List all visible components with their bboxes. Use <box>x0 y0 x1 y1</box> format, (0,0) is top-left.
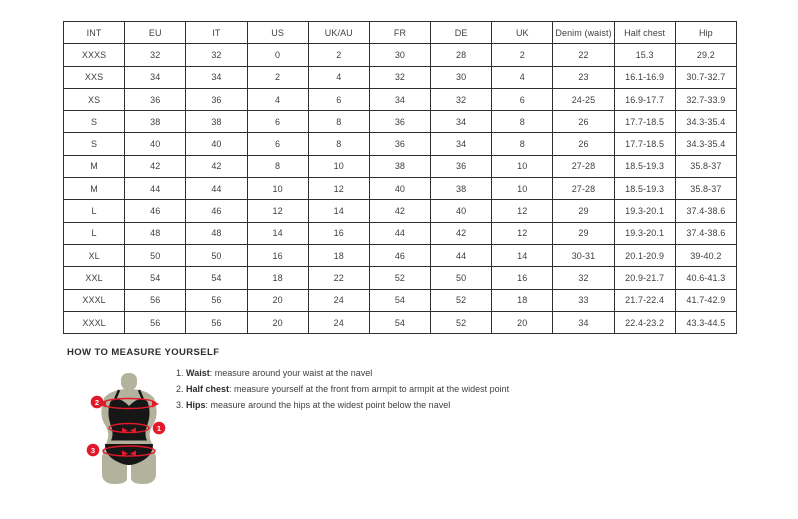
waist-marker-number: 1 <box>156 423 162 433</box>
column-header: IT <box>186 22 247 44</box>
instruction-item <box>176 385 509 394</box>
table-cell: 6 <box>492 88 553 110</box>
size-table-body <box>64 44 737 334</box>
instruction-label: Waist <box>186 368 210 378</box>
table-cell: 27-28 <box>553 155 614 177</box>
table-row <box>64 44 737 66</box>
table-cell: 46 <box>125 200 186 222</box>
table-cell: 23 <box>553 66 614 88</box>
table-cell: XXXL <box>64 311 125 333</box>
mannequin-neck <box>121 373 137 390</box>
table-cell: 50 <box>186 244 247 266</box>
table-cell: 44 <box>186 178 247 200</box>
table-cell: 18.5-19.3 <box>614 178 675 200</box>
table-cell: 22 <box>308 267 369 289</box>
table-cell: 18.5-19.3 <box>614 155 675 177</box>
table-cell: 18 <box>247 267 308 289</box>
table-cell: XXS <box>64 66 125 88</box>
table-cell: M <box>64 155 125 177</box>
table-cell: 27-28 <box>553 178 614 200</box>
column-header: FR <box>369 22 430 44</box>
table-cell: 42 <box>431 222 492 244</box>
table-cell: 34 <box>369 88 430 110</box>
table-cell: 44 <box>431 244 492 266</box>
table-row <box>64 155 737 177</box>
instruction-number: 2. <box>176 383 184 394</box>
table-cell: 54 <box>369 289 430 311</box>
table-cell: 36 <box>186 88 247 110</box>
table-cell: 17.7-18.5 <box>614 133 675 155</box>
table-cell: 26 <box>553 133 614 155</box>
table-cell: XXXS <box>64 44 125 66</box>
table-cell: 32 <box>553 267 614 289</box>
table-cell: 38 <box>369 155 430 177</box>
column-header: UK <box>492 22 553 44</box>
table-cell: 34 <box>186 66 247 88</box>
table-cell: 6 <box>247 133 308 155</box>
instruction-item <box>176 401 509 410</box>
table-cell: 44 <box>369 222 430 244</box>
table-cell: 35.8-37 <box>675 155 736 177</box>
table-cell: 21.7-22.4 <box>614 289 675 311</box>
table-cell: 18 <box>308 244 369 266</box>
table-cell: 14 <box>492 244 553 266</box>
table-cell: 37.4-38.6 <box>675 222 736 244</box>
table-cell: 8 <box>492 111 553 133</box>
table-cell: 52 <box>431 289 492 311</box>
table-cell: 42 <box>369 200 430 222</box>
table-cell: 6 <box>308 88 369 110</box>
table-cell: 34.3-35.4 <box>675 133 736 155</box>
table-cell: 2 <box>308 44 369 66</box>
table-cell: 29 <box>553 200 614 222</box>
measurement-figure-illustration <box>78 372 182 490</box>
table-cell: 20 <box>247 311 308 333</box>
table-cell: 6 <box>247 111 308 133</box>
table-cell: 8 <box>308 111 369 133</box>
instruction-text: : measure around the hips at the widest point below the navel <box>205 399 451 410</box>
instruction-text: : measure around your waist at the navel <box>209 368 373 378</box>
table-cell: 34 <box>431 133 492 155</box>
table-cell: 20.1-20.9 <box>614 244 675 266</box>
table-row <box>64 200 737 222</box>
table-cell: 17.7-18.5 <box>614 111 675 133</box>
table-cell: S <box>64 111 125 133</box>
table-cell: 20 <box>247 289 308 311</box>
table-cell: 8 <box>247 155 308 177</box>
instruction-label: Hips <box>186 399 206 410</box>
table-cell: 40 <box>431 200 492 222</box>
table-cell: 29 <box>553 222 614 244</box>
table-cell: 12 <box>492 200 553 222</box>
table-cell: 29.2 <box>675 44 736 66</box>
table-cell: 44 <box>125 178 186 200</box>
column-header: US <box>247 22 308 44</box>
table-cell: 4 <box>492 66 553 88</box>
table-cell: 33 <box>553 289 614 311</box>
table-cell: 40 <box>125 133 186 155</box>
table-cell: 30 <box>369 44 430 66</box>
table-cell: M <box>64 178 125 200</box>
table-cell: 38 <box>186 111 247 133</box>
table-cell: 56 <box>125 289 186 311</box>
table-cell: L <box>64 222 125 244</box>
table-cell: 24 <box>308 311 369 333</box>
table-cell: 38 <box>431 178 492 200</box>
table-row <box>64 289 737 311</box>
table-row <box>64 311 737 333</box>
table-cell: 50 <box>431 267 492 289</box>
instruction-label: Half chest <box>186 383 230 394</box>
table-cell: 4 <box>308 66 369 88</box>
table-cell: 48 <box>125 222 186 244</box>
table-row <box>64 267 737 289</box>
table-cell: 24 <box>308 289 369 311</box>
size-table-head <box>64 22 737 44</box>
table-cell: XS <box>64 88 125 110</box>
table-cell: 34 <box>125 66 186 88</box>
table-cell: 16 <box>492 267 553 289</box>
table-cell: 2 <box>247 66 308 88</box>
table-cell: 42 <box>125 155 186 177</box>
table-cell: 48 <box>186 222 247 244</box>
table-row <box>64 133 737 155</box>
chest-marker-number: 2 <box>94 397 100 407</box>
table-cell: 50 <box>125 244 186 266</box>
column-header: Half chest <box>614 22 675 44</box>
table-cell: 39-40.2 <box>675 244 736 266</box>
table-row <box>64 222 737 244</box>
table-cell: 19.3-20.1 <box>614 200 675 222</box>
table-cell: 28 <box>431 44 492 66</box>
table-cell: 2 <box>492 44 553 66</box>
table-cell: 46 <box>186 200 247 222</box>
table-cell: 26 <box>553 111 614 133</box>
table-cell: 52 <box>431 311 492 333</box>
table-row <box>64 244 737 266</box>
table-cell: 36 <box>369 133 430 155</box>
table-cell: 10 <box>247 178 308 200</box>
table-cell: 18 <box>492 289 553 311</box>
table-cell: L <box>64 200 125 222</box>
table-cell: 34 <box>553 311 614 333</box>
instruction-number: 3. <box>176 399 184 410</box>
instruction-number: 1. <box>176 368 184 378</box>
table-cell: 43.3-44.5 <box>675 311 736 333</box>
table-cell: 12 <box>308 178 369 200</box>
table-cell: 32 <box>431 88 492 110</box>
table-row <box>64 88 737 110</box>
table-cell: 54 <box>125 267 186 289</box>
column-header: DE <box>431 22 492 44</box>
table-cell: 37.4-38.6 <box>675 200 736 222</box>
table-cell: 34 <box>431 111 492 133</box>
table-cell: 19.3-20.1 <box>614 222 675 244</box>
table-cell: 16 <box>308 222 369 244</box>
table-cell: 22.4-23.2 <box>614 311 675 333</box>
table-cell: 40 <box>186 133 247 155</box>
column-header: INT <box>64 22 125 44</box>
table-cell: XXXL <box>64 289 125 311</box>
column-header: Denim (waist) <box>553 22 614 44</box>
table-cell: 42 <box>186 155 247 177</box>
instruction-item <box>176 369 509 378</box>
instruction-text: : measure yourself at the front from armpit to armpit at the widest point <box>229 383 510 394</box>
table-cell: XXL <box>64 267 125 289</box>
hips-marker-number: 3 <box>90 445 96 455</box>
table-cell: 24-25 <box>553 88 614 110</box>
table-cell: 54 <box>369 311 430 333</box>
table-cell: 56 <box>186 311 247 333</box>
table-row <box>64 178 737 200</box>
table-cell: 56 <box>186 289 247 311</box>
table-cell: 12 <box>247 200 308 222</box>
table-cell: 16 <box>247 244 308 266</box>
table-cell: 14 <box>247 222 308 244</box>
measure-section-title: HOW TO MEASURE YOURSELF <box>67 347 220 358</box>
table-cell: 20 <box>492 311 553 333</box>
column-header: Hip <box>675 22 736 44</box>
table-cell: 20.9-21.7 <box>614 267 675 289</box>
size-table-header-row <box>64 22 737 44</box>
table-cell: 16.9-17.7 <box>614 88 675 110</box>
table-cell: 32 <box>186 44 247 66</box>
table-cell: 22 <box>553 44 614 66</box>
table-cell: 30.7-32.7 <box>675 66 736 88</box>
table-cell: 36 <box>369 111 430 133</box>
column-header: EU <box>125 22 186 44</box>
table-cell: 40 <box>369 178 430 200</box>
table-cell: 46 <box>369 244 430 266</box>
table-cell: 8 <box>492 133 553 155</box>
table-cell: 41.7-42.9 <box>675 289 736 311</box>
table-cell: 32.7-33.9 <box>675 88 736 110</box>
size-chart-table <box>63 21 737 334</box>
table-cell: 30 <box>431 66 492 88</box>
table-cell: 40.6-41.3 <box>675 267 736 289</box>
table-cell: 54 <box>186 267 247 289</box>
table-cell: 32 <box>125 44 186 66</box>
table-cell: 36 <box>431 155 492 177</box>
table-cell: 10 <box>308 155 369 177</box>
table-cell: 8 <box>308 133 369 155</box>
table-cell: 16.1-16.9 <box>614 66 675 88</box>
table-cell: S <box>64 133 125 155</box>
column-header: UK/AU <box>308 22 369 44</box>
table-cell: 10 <box>492 155 553 177</box>
table-row <box>64 111 737 133</box>
table-cell: 10 <box>492 178 553 200</box>
table-cell: 4 <box>247 88 308 110</box>
table-cell: 35.8-37 <box>675 178 736 200</box>
table-cell: 15.3 <box>614 44 675 66</box>
measure-instructions <box>176 369 509 416</box>
table-cell: 12 <box>492 222 553 244</box>
table-cell: XL <box>64 244 125 266</box>
table-cell: 14 <box>308 200 369 222</box>
table-cell: 36 <box>125 88 186 110</box>
table-cell: 30-31 <box>553 244 614 266</box>
table-row <box>64 66 737 88</box>
table-cell: 38 <box>125 111 186 133</box>
table-cell: 52 <box>369 267 430 289</box>
table-cell: 56 <box>125 311 186 333</box>
table-cell: 32 <box>369 66 430 88</box>
table-cell: 34.3-35.4 <box>675 111 736 133</box>
table-cell: 0 <box>247 44 308 66</box>
